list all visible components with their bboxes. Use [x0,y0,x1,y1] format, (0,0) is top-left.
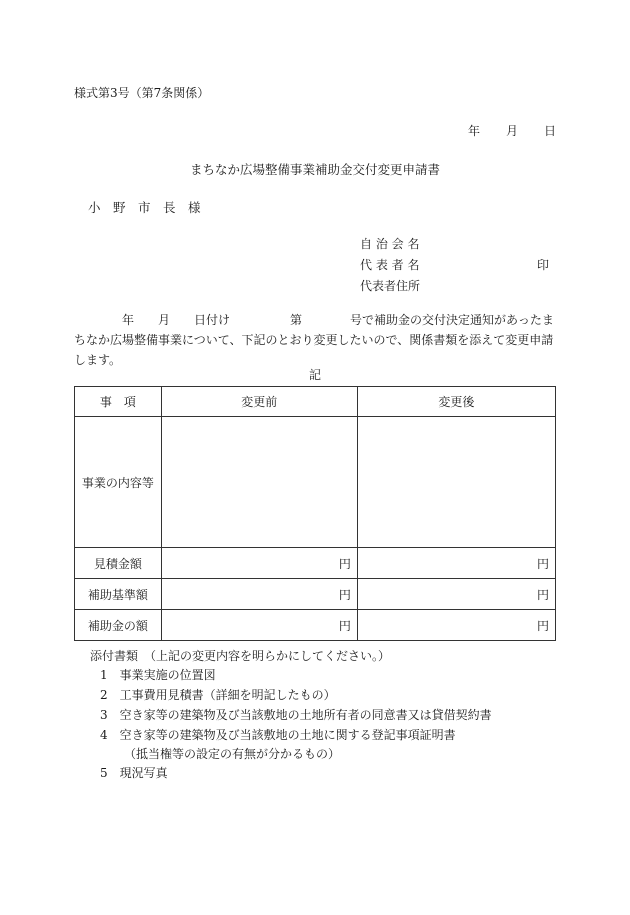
subsidy-amount-before-cell[interactable]: 円 [161,610,357,641]
form-number: 様式第3号（第7条関係） [74,86,210,100]
content-before-cell[interactable] [161,417,357,548]
estimate-label: 見積金額 [75,548,162,579]
date-day: 日 [544,124,557,138]
attachment-item: 2 工事費用見積書（詳細を明記したもの） [100,688,336,702]
ki-heading: 記 [308,368,321,382]
standard-amount-label: 補助基準額 [75,579,162,610]
attachments-title: 添付書類 （上記の変更内容を明らかにしてください。） [90,649,391,663]
subsidy-amount-label: 補助金の額 [75,610,162,641]
table-row [75,579,556,610]
attachment-item: 5 現況写真 [100,766,168,780]
standard-amount-after-cell[interactable]: 円 [357,579,555,610]
request-body [74,310,556,370]
table-row [75,610,556,641]
attachment-item: 1 事業実施の位置図 [100,668,216,682]
attachment-item: 3 空き家等の建築物及び当該敷地の土地所有者の同意書又は貸借契約書 [100,708,492,722]
content-label: 事業の内容等 [75,417,162,548]
body-line-3: します。 [74,353,122,367]
attachment-item-note: （抵当権等の設定の有無が分かるもの） [118,747,341,761]
seal-mark: 印 [537,258,550,272]
body-line-2: ちなか広場整備事業について、下記のとおり変更したいので、関係書類を添えて変更申請 [74,333,554,347]
application-date [468,122,556,139]
association-name-label: 自 治 会 名 [360,237,420,251]
date-year: 年 [468,124,481,138]
table-row [75,548,556,579]
representative-name-label: 代 表 者 名 [360,258,420,272]
table-row [75,417,556,548]
estimate-before-cell[interactable]: 円 [161,548,357,579]
standard-amount-before-cell[interactable]: 円 [161,579,357,610]
header-after: 変更後 [357,387,555,417]
estimate-after-cell[interactable]: 円 [357,548,555,579]
content-after-cell[interactable] [357,417,555,548]
body-line-1: 年 月 日付け 第 号で補助金の交付決定通知があったま [74,313,554,327]
addressee: 小 野 市 長 様 [88,200,201,215]
attachment-item: 4 空き家等の建築物及び当該敷地の土地に関する登記事項証明書 [100,728,456,742]
header-item: 事 項 [75,387,162,417]
date-month: 月 [506,124,519,138]
table-header-row [75,387,556,417]
change-table [74,386,556,641]
representative-address-label: 代表者住所 [360,279,421,293]
header-before: 変更前 [161,387,357,417]
document-title: まちなか広場整備事業補助金交付変更申請書 [189,162,440,177]
subsidy-amount-after-cell[interactable]: 円 [357,610,555,641]
